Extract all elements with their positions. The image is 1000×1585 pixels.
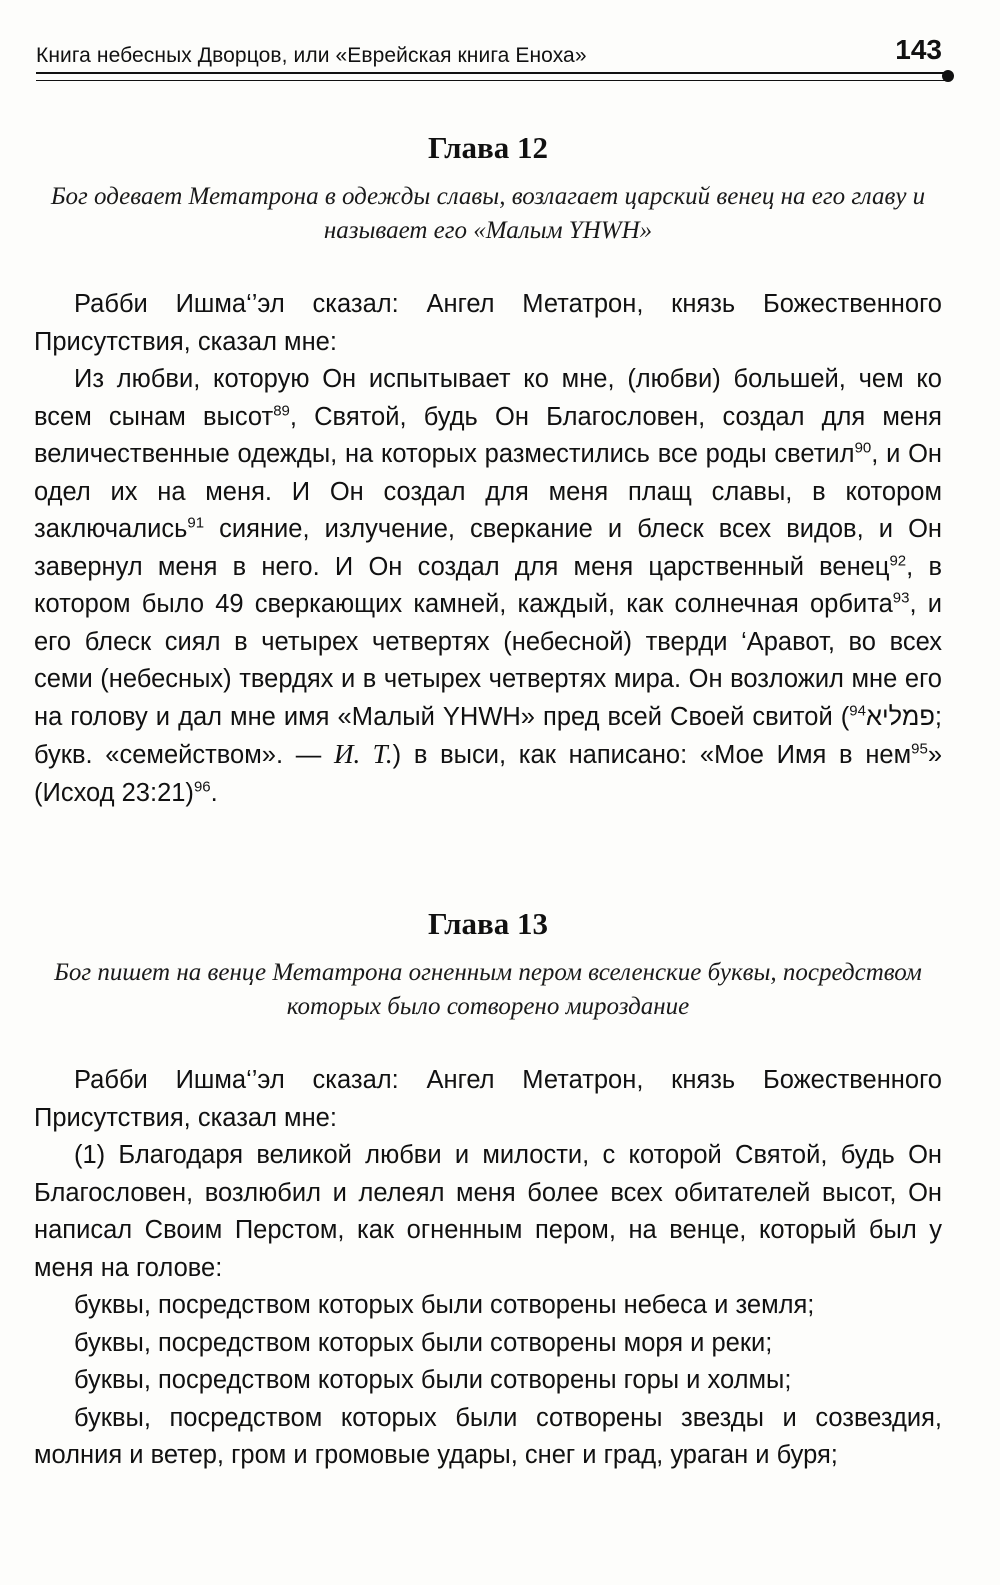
letters-list-item: буквы, посредством которых были сотворены горы и холмы; xyxy=(74,1366,792,1394)
chapter-13 xyxy=(34,906,942,1475)
paragraph-intro: Рабби Ишма‘’эл сказал: Ангел Метатрон, князь Божественного Присутствия, сказал мне: xyxy=(34,1066,942,1132)
header-rule-thin xyxy=(36,80,948,81)
paragraph-body xyxy=(34,361,942,812)
chapter-title: Глава 12 xyxy=(427,130,549,165)
footnote-ref-93[interactable]: 93 xyxy=(892,589,910,607)
page-header xyxy=(36,30,948,72)
letters-list-item: буквы, посредством которых были сотворены моря и реки; xyxy=(74,1328,773,1357)
footnote-ref-96[interactable]: 96 xyxy=(193,778,211,795)
translator-initials: И. Т. xyxy=(333,739,393,769)
chapter-12 xyxy=(34,130,942,812)
footnote-ref-94[interactable]: 94 xyxy=(849,702,866,719)
letters-list-item: буквы, посредством которых были сотворены небеса и земля; xyxy=(74,1291,815,1319)
footnote-ref-89[interactable]: 89 xyxy=(273,402,290,419)
page-number: 143 xyxy=(895,34,942,65)
footnote-ref-95[interactable]: 95 xyxy=(911,740,928,758)
chapter-subtitle: Бог одевает Метатрона в одежды славы, возлагает царский венец на его главу и называет его «Малым YHWH» xyxy=(50,183,926,244)
running-title: Книга небесных Дворцов, или «Еврейская книга Еноха» xyxy=(36,44,587,67)
header-rule-thick xyxy=(36,72,948,74)
chapter-subtitle: Бог пишет на венце Метатрона огненным пером вселенские буквы, посредством которых было сотворено мироздание xyxy=(54,959,922,1020)
letters-list-item: буквы, посредством которых были сотворены звезды и созвездия, молния и ветер, гром и громовые удары, снег и град, ураган и буря; xyxy=(34,1403,942,1469)
text-run: сияние, излучение, сверкание и блеск всех видов, и Он завернул меня в него. И Он создал для меня царственный венец xyxy=(34,515,942,581)
header-rule-dot-ornament xyxy=(942,70,954,82)
paragraph-body: (1) Благодаря великой любви и милости, с которой Святой, будь Он Благословен, возлюбил и лелеял меня более всех обитателей высот, Он написал Своим Перстом, как огненным пером, на венце, который был у меня на голове: xyxy=(34,1141,942,1282)
text-run: . xyxy=(210,778,218,807)
footnote-ref-90[interactable]: 90 xyxy=(854,439,872,457)
footnote-ref-91[interactable]: 91 xyxy=(187,514,205,532)
text-run: , в котором было 49 сверкающих камней, каждый, как солнечная орбита xyxy=(34,552,942,618)
text-run: ; букв. «семейством». — xyxy=(34,702,942,769)
chapter-title: Глава 13 xyxy=(427,906,549,941)
chapter-spacer xyxy=(34,812,942,906)
text-run: ) в выси, как написано: «Мое Имя в нем xyxy=(392,741,912,769)
text-run: » (Исход 23:21) xyxy=(34,741,942,807)
paragraph-intro: Рабби Ишма‘’эл сказал: Ангел Метатрон, князь Божественного Присутствия, сказал мне: xyxy=(34,290,942,356)
page-body xyxy=(34,130,942,1475)
text-run: , и Он одел их на меня. И Он создал для меня плащ славы, в котором заключались xyxy=(34,440,942,543)
text-run: , Святой, будь Он Благословен, создал для меня величественные одежды, на которых разместились все роды светил xyxy=(34,402,942,468)
footnote-ref-92[interactable]: 92 xyxy=(889,552,907,569)
text-run: Из любви, которую Он испытывает ко мне, (любви) большей, чем ко всем сынам высот xyxy=(34,365,942,431)
text-run: , и его блеск сиял в четырех четвертях (небесной) тверди ‘Аравот, во всех семи (небесных) твердях и в четырех четвертях мира. Он возложил мне его на голову и дал мне имя «Малый YHWH» пред всей Своей свитой ( xyxy=(34,590,942,731)
hebrew-word: פמליא xyxy=(865,702,935,731)
